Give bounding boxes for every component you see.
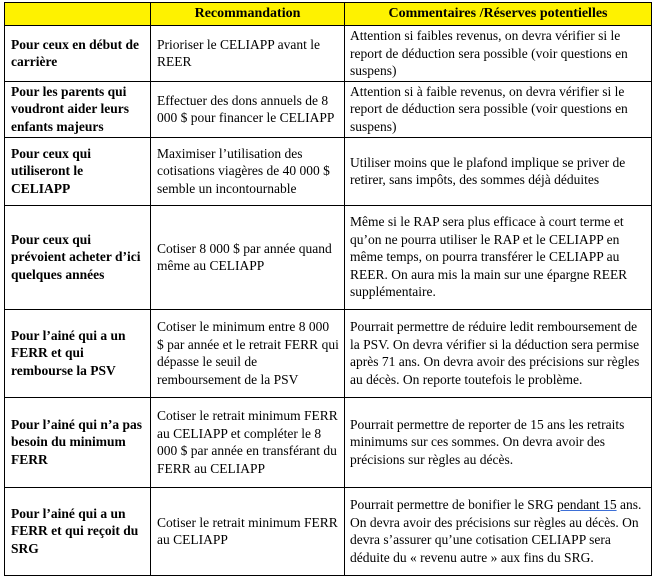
table-row [5, 81, 652, 137]
row-recommendation: Cotiser le retrait minimum FERR au CELIAPP et compléter le 8 000 $ par année en transférant du FERR au CELIAPP [151, 397, 345, 487]
row-profile: Pour ceux qui utiliseront le CELIAPP [5, 137, 151, 205]
recommendations-table [4, 2, 652, 576]
row-recommendation: Cotiser le minimum entre 8 000 $ par année et le retrait FERR qui dépasse le seuil de remboursement de la PSV [151, 309, 345, 397]
row-recommendation: Effectuer des dons annuels de 8 000 $ pour financer le CELIAPP [151, 81, 345, 137]
row-profile: Pour l’ainé qui n’a pas besoin du minimum FERR [5, 397, 151, 487]
row-comment: Pourrait permettre de réduire ledit remboursement de la PSV. On devra vérifier si la déduction sera permise après 71 ans. On devra avoir des précisions sur règles au décès. On reporte toutefois le problème. [345, 309, 652, 397]
table-row [5, 26, 652, 82]
row-comment: Attention si faibles revenus, on devra vérifier si le report de déduction sera possible (voir questions en suspens) [345, 26, 652, 82]
comment-text: Pourrait permettre de bonifier le SRG [350, 497, 557, 512]
table-row [5, 309, 652, 397]
document-page [4, 2, 652, 576]
row-profile: Pour l’ainé qui a un FERR et qui rembourse la PSV [5, 309, 151, 397]
row-comment [345, 487, 652, 575]
row-comment: Même si le RAP sera plus efficace à court terme et qu’on ne pourra utiliser le RAP et le CELIAPP en même temps, on pourra transférer le CELIAPP au REER. On aura mis la main sur une épargne REER supplémentaire. [345, 205, 652, 309]
table-row [5, 487, 652, 575]
row-profile: Pour l’ainé qui a un FERR et qui reçoit du SRG [5, 487, 151, 575]
row-profile: Pour ceux en début de carrière [5, 26, 151, 82]
row-comment: Attention si à faible revenus, on devra vérifier si le report de déduction sera possible (voir questions en suspens) [345, 81, 652, 137]
table-header-row [5, 3, 652, 26]
row-comment: Utiliser moins que le plafond implique se priver de retirer, sans impôts, des sommes déjà déduites [345, 137, 652, 205]
comment-text: ans. On devra avoir des précisions sur règles au décès. On devra s’assurer qu’une cotisation CELIAPP sera déduite du « revenu autre » aux fins du SRG. [350, 497, 642, 565]
header-comments: Commentaires /Réserves potentielles [345, 3, 652, 26]
row-recommendation: Cotiser 8 000 $ par année quand même au CELIAPP [151, 205, 345, 309]
table-row [5, 205, 652, 309]
table-row [5, 397, 652, 487]
header-profile [5, 3, 151, 26]
header-recommendation: Recommandation [151, 3, 345, 26]
table-row [5, 137, 652, 205]
underlined-text: pendant 15 [556, 497, 617, 512]
row-profile: Pour ceux qui prévoient acheter d’ici quelques années [5, 205, 151, 309]
row-comment: Pourrait permettre de reporter de 15 ans les retraits minimums sur ces sommes. On devra avoir des précisions sur règles au décès. [345, 397, 652, 487]
row-profile: Pour les parents qui voudront aider leurs enfants majeurs [5, 81, 151, 137]
row-recommendation: Prioriser le CELIAPP avant le REER [151, 26, 345, 82]
row-recommendation: Maximiser l’utilisation des cotisations viagères de 40 000 $ semble un incontournable [151, 137, 345, 205]
row-recommendation: Cotiser le retrait minimum FERR au CELIAPP [151, 487, 345, 575]
